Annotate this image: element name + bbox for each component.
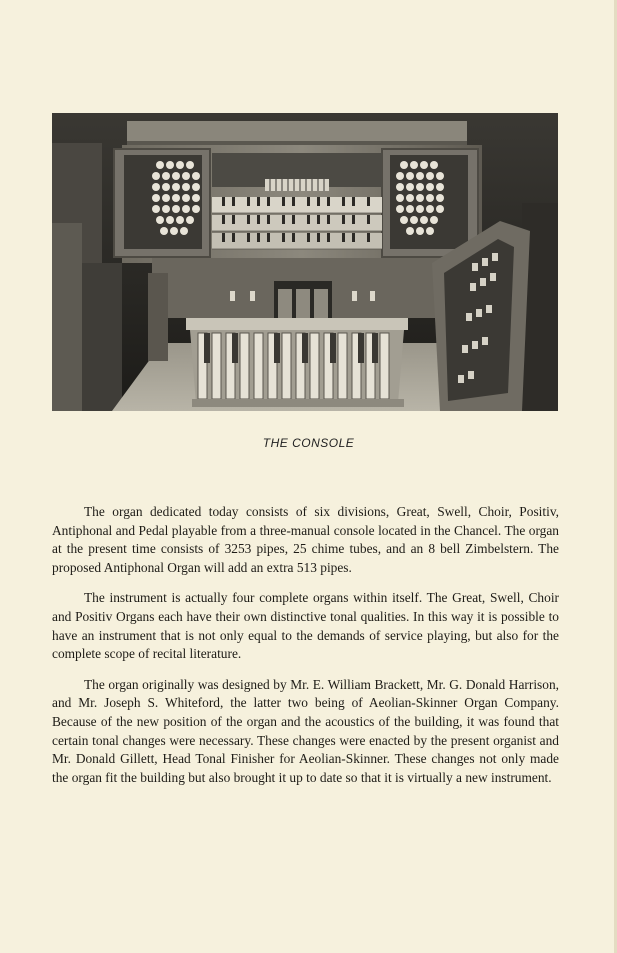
console-photo [52,113,558,411]
figure-caption: THE CONSOLE [262,436,355,450]
paragraph-designers: The organ originally was designed by Mr. E. William Brackett, Mr. G. Donald Harrison, and Mr. Joseph S. Whiteford, the latter two being of Aeolian-Skinner Organ Company. Because of the new position of the organ and the acoustics of the building, it was found that certain tonal changes were necessary. These changes were enacted by the present organist and Mr. Donald Gillett, Head Tonal Finisher for Aeolian-Skinner. These changes not only made the organ fit the building but also brought it up to date so that it is virtually a new instrument. [52,676,559,785]
paragraph-four-organs: The instrument is actually four complete organs within itself. The Great, Swell, Choir and Positiv Organs each have their own distinctive tonal qualities. In this way it is possible to have an instrument that is not only equal to the demands of service playing, but also for the complete scope of recital literature. [52,590,559,662]
body-text [52,503,559,799]
paragraph-divisions: The organ dedicated today consists of six divisions, Great, Swell, Choir, Positiv, Antiphonal and Pedal playable from a three-manual console located in the Chancel. The organ at the present time consists of 3253 pipes, 25 chime tubes, and an 8 bell Zimbelstern. The proposed Antiphonal Organ will add an extra 513 pipes. [52,504,559,575]
